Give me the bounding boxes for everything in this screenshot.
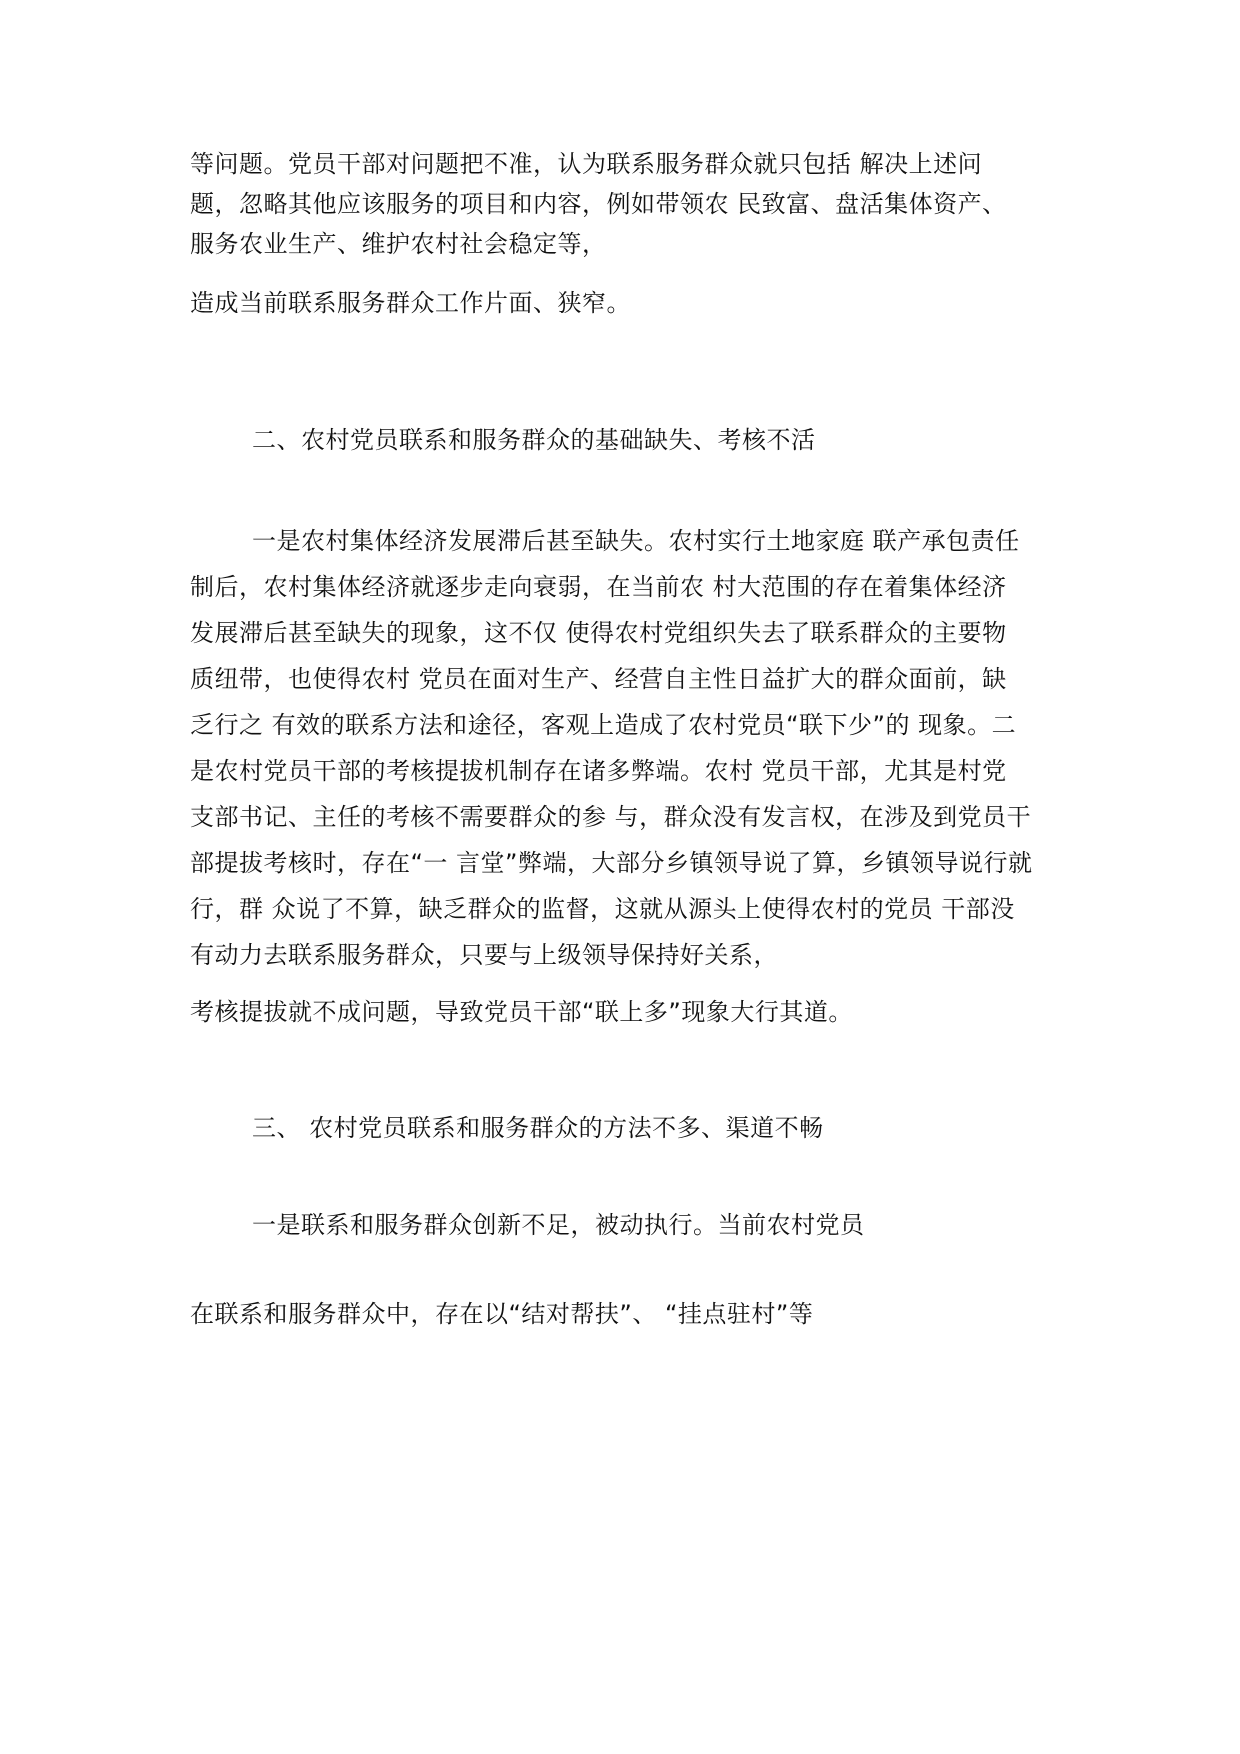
paragraph-line: 等问题。党员干部对问题把不准，认为联系服务群众就只包括 解决上述问 <box>190 150 983 178</box>
paragraph-line: 一是农村集体经济发展滞后甚至缺失。农村实行土地家庭 联产承包责任 <box>252 527 1020 555</box>
paragraph-line: 制后，农村集体经济就逐步走向衰弱，在当前农 村大范围的存在着集体经济 <box>190 573 1007 601</box>
paragraph-line: 考核提拔就不成问题，导致党员干部“联上多”现象大行其道。 <box>190 998 853 1026</box>
paragraph-line: 在联系和服务群众中，存在以“结对帮扶”、 “挂点驻村”等 <box>190 1300 814 1328</box>
paragraph-line: 支部书记、主任的考核不需要群众的参 与，群众没有发言权，在涉及到党员干 <box>190 803 1032 831</box>
paragraph-line: 一是联系和服务群众创新不足，被动执行。当前农村党员 <box>252 1211 865 1239</box>
paragraph-line: 造成当前联系服务群众工作片面、狭窄。 <box>190 289 631 317</box>
paragraph-line: 有动力去联系服务群众，只要与上级领导保持好关系， <box>190 941 778 969</box>
paragraph-line: 发展滞后甚至缺失的现象，这不仅 使得农村党组织失去了联系群众的主要物 <box>190 619 1007 647</box>
section-heading: 三、 农村党员联系和服务群众的方法不多、渠道不畅 <box>252 1114 824 1142</box>
paragraph-line: 题，忽略其他应该服务的项目和内容，例如带领农 民致富、盘活集体资产、 <box>190 190 1007 218</box>
paragraph-line: 服务农业生产、维护农村社会稳定等， <box>190 230 607 258</box>
paragraph-line: 行，群 众说了不算，缺乏群众的监督，这就从源头上使得农村的党员 干部没 <box>190 895 1015 923</box>
paragraph-line: 是农村党员干部的考核提拔机制存在诸多弊端。农村 党员干部，尤其是村党 <box>190 757 1007 785</box>
paragraph-line: 部提拔考核时，存在“一 言堂”弊端，大部分乡镇领导说了算，乡镇领导说行就 <box>190 849 1033 877</box>
paragraph-line: 质纽带，也使得农村 党员在面对生产、经营自主性日益扩大的群众面前，缺 <box>190 665 1007 693</box>
section-heading: 二、农村党员联系和服务群众的基础缺失、考核不活 <box>252 426 816 454</box>
paragraph-line: 乏行之 有效的联系方法和途径，客观上造成了农村党员“联下少”的 现象。二 <box>190 711 1017 739</box>
